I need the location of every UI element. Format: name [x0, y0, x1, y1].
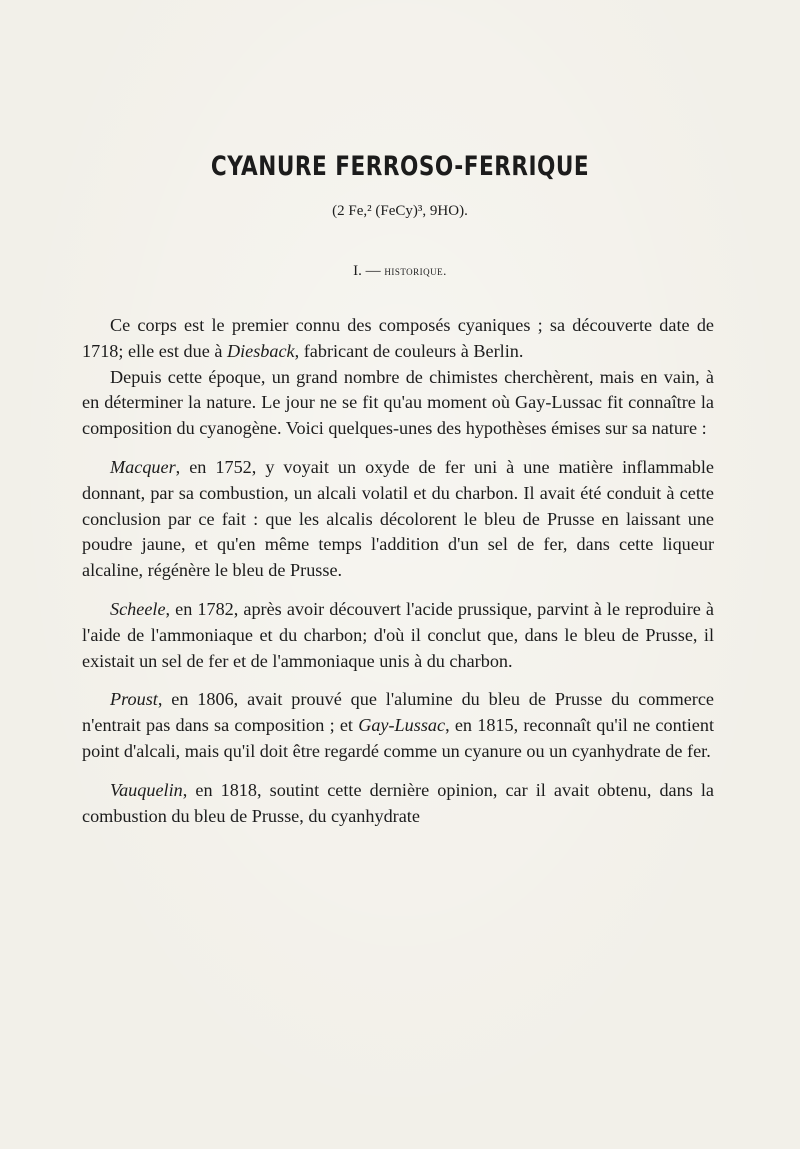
- paragraph: Depuis cette époque, un grand nombre de chimistes cherchèrent, mais en vain, à en déterminer la nature. Le jour ne se fit qu'au moment où Gay-Lussac fit connaître la composition du cyanogène. Voici quelques-unes des hypothèses émises sur sa nature :: [82, 366, 714, 439]
- paragraph: Scheele, en 1782, après avoir découvert l'acide prussique, parvint à le reproduire à l'aide de l'ammoniaque et du charbon; d'où il conclut que, dans le bleu de Prusse, il existait un sel de fer et de l'ammoniaque unis à du charbon.: [82, 598, 714, 671]
- paragraph: Vauquelin, en 1818, soutint cette dernière opinion, car il avait obtenu, dans la combustion du bleu de Prusse, du cyanhydrate: [82, 779, 714, 826]
- person-name: Proust: [110, 689, 158, 710]
- chemical-formula: (2 Fe,² (FeCy)³, 9HO).: [332, 203, 468, 219]
- section-number: I. —: [353, 263, 381, 279]
- person-name: Diesback: [226, 340, 295, 361]
- person-name: Scheele: [110, 598, 166, 619]
- section-label: historique.: [384, 263, 447, 278]
- person-name: Macquer: [110, 456, 176, 477]
- body-text: [82, 313, 714, 829]
- page-title: CYANURE FERROSO-FERRIQUE: [210, 150, 590, 182]
- paragraph: Macquer, en 1752, y voyait un oxyde de fer uni à une matière inflammable donnant, par sa combustion, un alcali volatil et du charbon. Il avait été conduit à cette conclusion par ce fait : que les alcalis décolorent le bleu de Prusse en laissant une poudre jaune, et qu'en même temps l'addition d'un sel de fer, dans cette liqueur alcaline, régénère le bleu de Prusse.: [82, 456, 714, 581]
- paragraph: Ce corps est le premier connu des composés cyaniques ; sa découverte date de 1718; elle est due à Diesback, fabricant de couleurs à Berlin.: [82, 315, 714, 361]
- section-heading: [0, 263, 800, 280]
- person-name: Gay-Lussac: [358, 715, 446, 736]
- person-name: Vauquelin: [110, 779, 183, 800]
- paragraph: Proust, en 1806, avait prouvé que l'alumine du bleu de Prusse du commerce n'entrait pas dans sa composition ; et Gay-Lussac, en 1815, reconnaît qu'il ne contient point d'alcali, mais qu'il doit être regardé comme un cyanure ou un cyanhydrate de fer.: [82, 689, 714, 761]
